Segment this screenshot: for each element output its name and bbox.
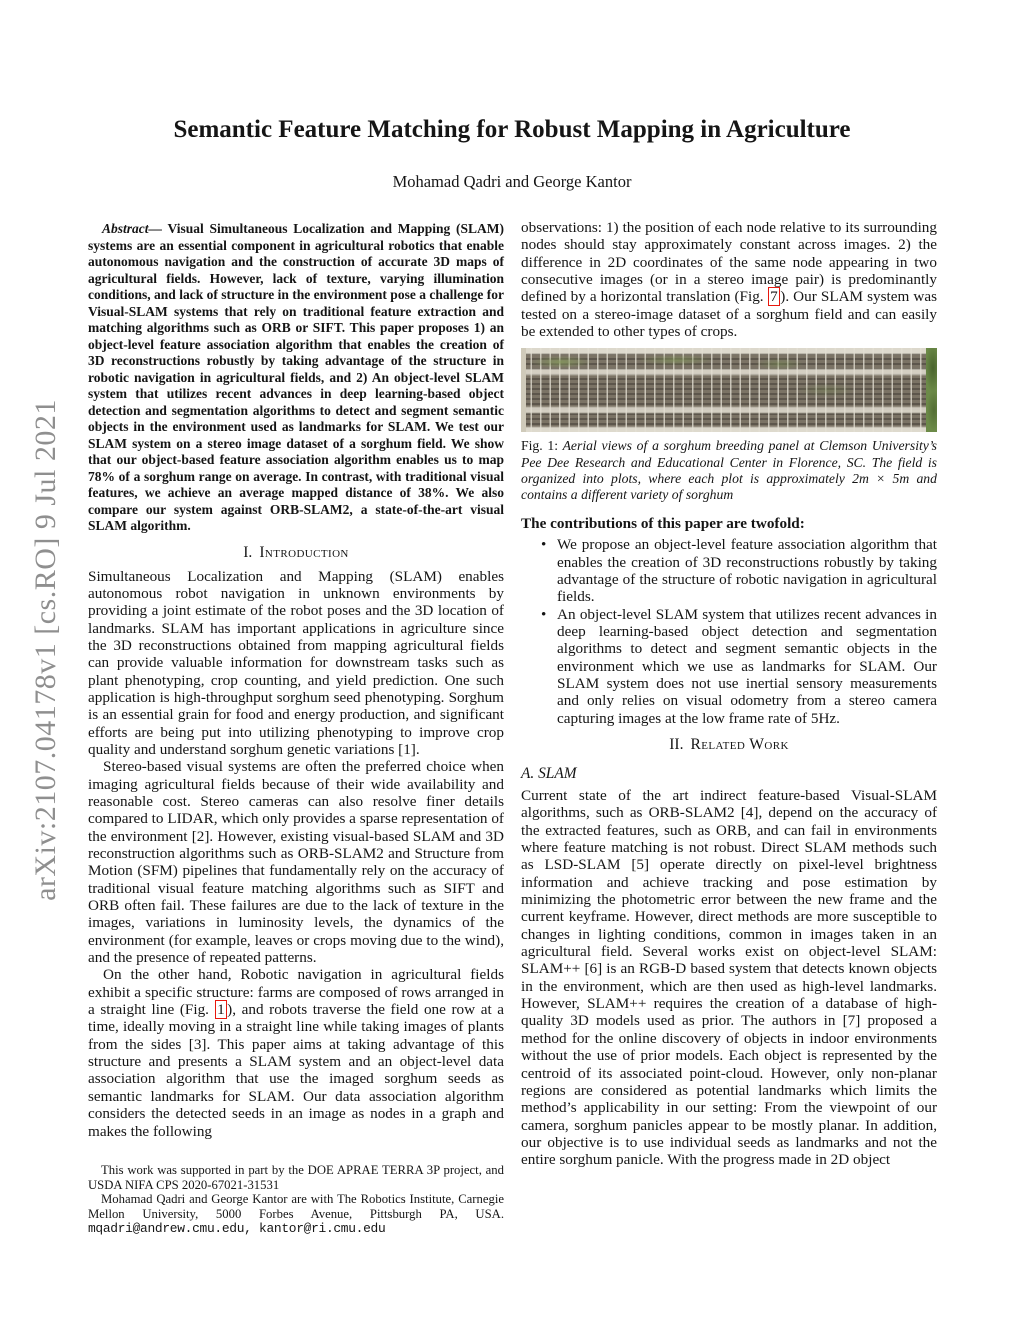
observations-text: observations: 1) the position of each node relative to its surrounding nodes should stay approximately constant across images. 2) the difference in 2D coordinates of the same node appearing in two consecutive images (or in a stereo image pair) is predominantly defined by a horizontal translation (Fig. (521, 219, 937, 306)
section-number: II. (669, 736, 684, 753)
right-column (521, 219, 937, 1237)
contributions-list (521, 536, 937, 727)
affiliation-note (88, 1192, 504, 1237)
section-number: I. (243, 543, 253, 561)
author-emails: mqadri@andrew.cmu.edu, kantor@ri.cmu.edu (88, 1221, 386, 1237)
figure1-caption (521, 438, 937, 503)
subsection-heading-slam: A. SLAM (521, 765, 577, 782)
abstract-label: Abstract— (102, 221, 163, 236)
section-title: Introduction (259, 543, 349, 561)
two-column-body (88, 219, 937, 1237)
observations-paragraph (521, 219, 937, 340)
arxiv-watermark: arXiv:2107.04178v1 [cs.RO] 9 Jul 2021 (29, 399, 62, 901)
figure1-reference-link[interactable]: 1 (215, 1000, 228, 1019)
affiliation-text: Mohamad Qadri and George Kantor are with The Robotics Institute, Carnegie Mellon University, 5000 Forbes Avenue, Pittsburgh PA, USA. (88, 1192, 504, 1221)
section-heading-related-work (521, 736, 937, 754)
contribution-item-2: • An object-level SLAM system that utilizes recent advances in deep learning-based object detection and segmentation algorithms to detect and segment semantic objects in the environment which we use as landmarks for SLAM. Our SLAM system does not use inertial sensory measurements and only relies on visual odometry from a stereo camera capturing images at the low frame rate of 5Hz. (521, 606, 937, 727)
section-title: Related Work (690, 736, 789, 753)
footnote (88, 1163, 504, 1237)
contributions-heading: The contributions of this paper are twofold: (521, 515, 805, 533)
intro-paragraph-3-text: On the other hand, Robotic navigation in agricultural fields exhibit a specific structure: farms are composed of rows arranged in a straight line (Fig. (88, 966, 504, 1019)
left-column (88, 219, 504, 1237)
intro-paragraph-3 (88, 966, 504, 1139)
related-work-paragraph: Current state of the art indirect feature-based Visual-SLAM algorithms, such as ORB-SLAM2 [4], depend on the accuracy of the extracted features, such as ORB, and can fail in environments where feature matching is not robust. Direct SLAM methods such as LSD-SLAM [5] operate directly on pixel-level brightness information and achieve tracking and pose estimation by minimizing the photometric error between the new frame and the current keyframe. However, direct methods are more susceptible to changes in lighting conditions, common in images taken in an agricultural field. Several works exist on object-level SLAM: SLAM++ [6] is an RGB-D based system that detects known objects in the environment, which are then used as high-level landmarks. However, SLAM++ requires the creation of a database of high-quality 3D models used as prior. The authors in [7] proposed a method for the online discovery of objects in indoor environments without the use of prior models. Each object is represented by the centroid of its associated point-cloud. However, only non-planar regions are considered as potential landmarks which limits the method’s applicability in our setting: From the viewpoint of our camera, sorghum panicles appear to be mostly planar. In addition, our objective is to use individual seeds as landmarks and not the entire sorghum panicle. With the progress made in 2D object (521, 787, 937, 1169)
intro-paragraph-2: Stereo-based visual systems are often the preferred choice when imaging agricultural fields because of their wide availability and reasonable cost. Stereo cameras can also resolve finer details compared to LIDAR, which only provides a sparse representation of the environment [2]. However, existing visual-based SLAM and 3D reconstruction algorithms such as ORB-SLAM2 and Structure from Motion (SFM) pipelines that fundamentally rely on the accuracy of traditional visual feature matching algorithms such as SIFT and ORB often fail. These failures are due to the lack of texture in the images, variations in luminosity levels, the dynamics of the environment (for example, leaves or crops moving due to the wind), and the presence of repeated patterns. (88, 758, 504, 967)
figure7-reference-link[interactable]: 7 (768, 287, 781, 306)
figure1-caption-label: Fig. 1: (521, 438, 559, 454)
paper-title: Semantic Feature Matching for Robust Mapping in Agriculture (173, 116, 851, 143)
section-heading-introduction (88, 544, 504, 562)
funding-note: This work was supported in part by the DOE APRAE TERRA 3P project, and USDA NIFA CPS 2020-67021-31531 (88, 1163, 504, 1192)
paper-authors: Mohamad Qadri and George Kantor (392, 172, 632, 191)
abstract (88, 221, 504, 535)
intro-paragraph-1: Simultaneous Localization and Mapping (SLAM) enables autonomous robot navigation in unknown environments by providing a joint estimate of the robot poses and the 3D location of landmarks. SLAM has important applications in agriculture since the 3D reconstructions obtained from mapping agricultural fields can provide valuable information for downstream tasks such as plant phenotyping, crop counting, and yield prediction. One such application is high-throughput sorghum seed phenotyping. Sorghum is an essential grain for food and energy production, and significant efforts are being put into utilizing phenotyping to improve crop quality and understand sorghum genetic variations [1]. (88, 567, 504, 758)
contribution-item-1: • We propose an object-level feature association algorithm that enables the creation of 3D reconstructions robustly by taking advantage of the structure of robotic navigation in agricultural fields. (521, 536, 937, 605)
observations-text-cont: ). Our SLAM system was tested on a stereo-image dataset of a sorghum field and can easily be extended to other types of crops. (521, 288, 938, 341)
intro-paragraph-3-text-cont: ), and robots traverse the field one row at a time, ideally moving in a straight line while taking images of plants from the sides [3]. This paper aims at taking advantage of this structure and presents a SLAM system and an object-level data association algorithm that use the imaged sorghum seeds as semantic landmarks for SLAM. Our data association algorithm considers the detected seeds in an image as nodes in a graph and makes the following (88, 1001, 504, 1140)
figure1-aerial-sorghum-image (521, 348, 937, 432)
abstract-text: Visual Simultaneous Localization and Mapping (SLAM) systems are an essential component in agricultural robotics that enable autonomous navigation and the construction of accurate 3D maps of agricultural fields. However, lack of texture, varying illumination conditions, and lack of structure in the environment pose a challenge for Visual-SLAM systems that rely on traditional feature extraction and matching algorithms such as ORB or SIFT. This paper proposes 1) an object-level feature association algorithm that enables the creation of 3D reconstructions robustly by taking advantage of the structure in robotic navigation in agricultural fields, and 2) An object-level SLAM system that utilizes recent advances in deep learning-based object detection and segmentation algorithms to detect and segment semantic objects in the environment used as landmarks for SLAM. We test our SLAM system on a stereo image dataset of a sorghum field. We show that our object-based feature association algorithm enables us to map 78% of a sorghum range on average. In contrast, with traditional visual features, we achieve an average mapped distance of 38%. We also compare our system against ORB-SLAM2, a state-of-the-art visual SLAM algorithm. (88, 221, 504, 533)
figure1-caption-text: Aerial views of a sorghum breeding panel at Clemson University’s Pee Dee Research and Educational Center in Florence, SC. The field is organized into plots, where each plot is approximately 2m × 5m and contains a different variety of sorghum (521, 438, 938, 503)
